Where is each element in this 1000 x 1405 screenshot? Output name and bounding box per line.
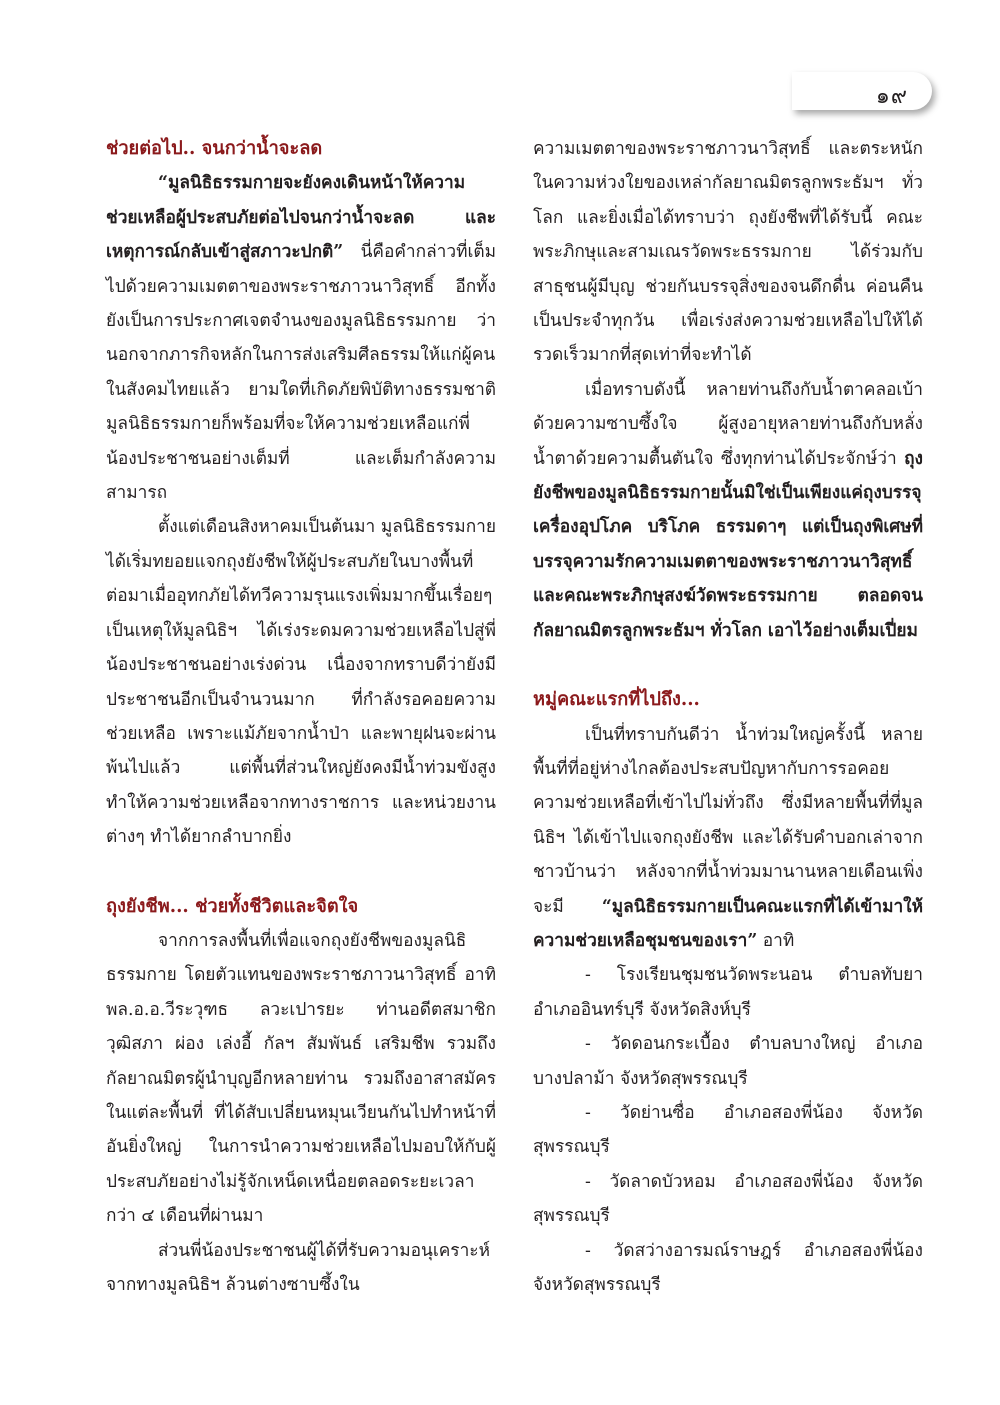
paragraph-distribution: จากการลงพื้นที่เพื่อแจกถุงยังชีพของมูลนิธิธรรมกาย โดยตัวแทนของพระราชภาวนาวิสุทธิ์ อาทิ พล.อ.อ.วีระวุฑธ ลวะเปารยะ ท่านอดีตสมาชิก วุฒิสภา ผ่อง เล่งอี้ กัลฯ สัมพันธ์ เสริมชีพ รวมถึงกัลยาณมิตรผู้นำบุญอีกหลายท่าน รวมถึงอาสาสมัครในแต่ละพื้นที่ ที่ได้สับเปลี่ยนหมุนเวียนกันไปทำหน้าที่อันยิ่งใหญ่ ในการนำความช่วยเหลือไปมอบให้กับผู้ประสบภัยอย่างไม่รู้จักเหน็ดเหนื่อยตลอดระยะเวลากว่า ๔ เดือนที่ผ่านมา [106,930,496,1227]
section-heading-survival-bag: ถุงยังชีพ... ช่วยทั้งชีวิตและจิตใจ [106,895,359,917]
list-item: - วัดลาดบัวหอม อำเภอสองพี่น้อง จังหวัดสุพรรณบุรี [533,1171,923,1227]
paragraph-tears-lead: เมื่อทราบดังนี้ หลายท่านถึงกับน้ำตาคลอเบ้าด้วยความซาบซึ้งใจ ผู้สูงอายุหลายท่านถึงกับหลั่งน้ำตาด้วยความตื้นตันใจ ซึ่งทุกท่านได้ประจักษ์ว่า [533,379,923,469]
paragraph-first-group-lead: เป็นที่ทราบกันดีว่า น้ำท่วมใหญ่ครั้งนี้ หลายพื้นที่ที่อยู่ห่างไกลต้องประสบปัญหากับการรอคอยความช่วยเหลือที่เข้าไปไม่ทั่วถึง ซึ่งมีหลายพื้นที่ที่มูลนิธิฯ ได้เข้าไปแจกถุงยังชีพ และได้รับคำบอกเล่าจากชาวบ้านว่า หลังจากที่น้ำท่วมมานานหลายเดือนเพิ่งจะมี [533,724,923,917]
paragraph-recipients: ส่วนพี่น้องประชาชนผู้ได้ที่รับความอนุเคราะห์จากทางมูลนิธิฯ ล้วนต่างซาบซึ้งใน [106,1240,490,1295]
left-column [106,132,496,1302]
section-heading-first-group: หมู่คณะแรกที่ไปถึง... [533,689,700,711]
paragraph-tears-bold: ถุงยังชีพของมูลนิธิธรรมกายนั้นมิใช่เป็นเพียงแค่ถุงบรรจุเครื่องอุปโภค บริโภค ธรรมดาๆ แต่เป็นถุงพิเศษที่บรรจุความรักความเมตตาของพระราชภาวนาวิสุทธิ์ และคณะพระภิกษุสงฆ์วัดพระธรรมกาย ตลอดจนกัลยาณมิตรลูกพระธัมฯ ทั่วโลก เอาไว้อย่างเต็มเปี่ยม [533,448,923,641]
paragraph-intro [106,166,496,510]
paragraph-first-group [533,718,923,959]
paragraph-intro-rest: นี่คือคำกล่าวที่เต็มไปด้วยความเมตตาของพระราชภาวนาวิสุทธิ์ อีกทั้งยังเป็นการประกาศเจตจำนงของมูลนิธิธรรมกาย ว่า นอกจากภารกิจหลักในการส่งเสริมศีลธรรมให้แก่ผู้คนในสังคมไทยแล้ว ยามใดที่เกิดภัยพิบัติทางธรรมชาติ มูลนิธิธรรมกายก็พร้อมที่จะให้ความช่วยเหลือแก่พี่น้องประชาชนอย่างเต็มที่ และเต็มกำลังความสามารถ [106,242,496,504]
list-item: - โรงเรียนชุมชนวัดพระนอน ตำบลทับยา อำเภออินทร์บุรี จังหวัดสิงห์บุรี [533,965,923,1020]
list-item: - วัดสว่างอารมณ์ราษฎร์ อำเภอสองพี่น้อง จังหวัดสุพรรณบุรี [533,1240,923,1295]
paragraph-since-august: ตั้งแต่เดือนสิงหาคมเป็นต้นมา มูลนิธิธรรมกายได้เริ่มทยอยแจกถุงยังชีพให้ผู้ประสบภัยในบางพื้นที่ ต่อมาเมื่ออุทกภัยได้ทวีความรุนแรงเพิ่มมากขึ้นเรื่อยๆ เป็นเหตุให้มูลนิธิฯ ได้เร่งระดมความช่วยเหลือไปสู่พี่น้องประชาชนอย่างเร่งด่วน เนื่องจากทราบดีว่ายังมีประชาชนอีกเป็นจำนวนมาก ที่กำลังรอคอยความช่วยเหลือ เพราะแม้ภัยจากน้ำป่า และพายุฝนจะผ่านพ้นไปแล้ว แต่พื้นที่ส่วนใหญ่ยังคงมีน้ำท่วมขังสูง ทำให้ความช่วยเหลือจากทางราชการ และหน่วยงานต่างๆ ทำได้ยากลำบากยิ่ง [106,517,496,848]
page-number: ๑๙ [875,84,908,109]
paragraph-first-group-quote: “มูลนิธิธรรมกายเป็นคณะแรกที่ได้เข้ามาให้ความช่วยเหลือชุมชนของเรา” [533,896,923,951]
list-item: - วัดดอนกระเบื้อง ตำบลบางใหญ่ อำเภอบางปลาม้า จังหวัดสุพรรณบุรี [533,1034,923,1089]
quote-bold: “มูลนิธิธรรมกายจะยังคงเดินหน้าให้ความช่วยเหลือผู้ประสบภัยต่อไปจนกว่าน้ำจะลด และเหตุการณ์กลับเข้าสู่สภาวะปกติ” [106,173,496,263]
paragraph-first-group-tail: อาทิ [757,930,795,951]
list-item: - วัดย่านซื่อ อำเภอสองพี่น้อง จังหวัดสุพรรณบุรี [533,1102,923,1158]
paragraph-tears [533,373,923,648]
section-heading-continue-help: ช่วยต่อไป.. จนกว่าน้ำจะลด [106,138,323,159]
right-column [533,132,923,1302]
page-number-tab [792,72,932,110]
paragraph-kindness: ความเมตตาของพระราชภาวนาวิสุทธิ์ และตระหนักในความห่วงใยของเหล่ากัลยาณมิตรลูกพระธัมฯ ทั่วโลก และยิ่งเมื่อได้ทราบว่า ถุงยังชีพที่ได้รับนี้ คณะพระภิกษุและสามเณรวัดพระธรรมกาย ได้ร่วมกับสาธุชนผู้มีบุญ ช่วยกันบรรจุสิ่งของจนดึกดื่น ค่อนคืน เป็นประจำทุกวัน เพื่อเร่งส่งความช่วยเหลือไปให้ได้รวดเร็วมากที่สุดเท่าที่จะทำได้ [533,139,923,366]
